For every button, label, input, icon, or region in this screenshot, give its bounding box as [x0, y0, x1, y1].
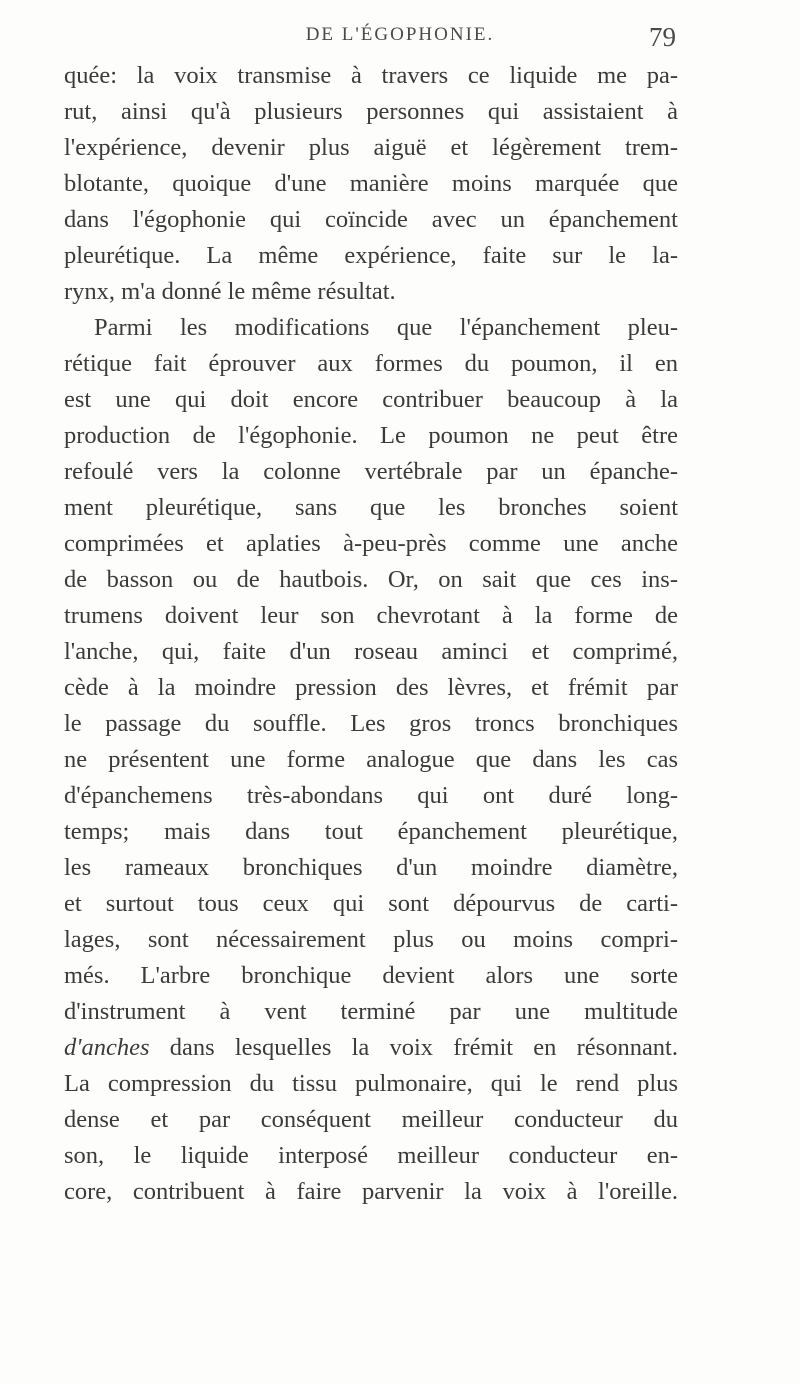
running-header: [0, 22, 800, 52]
text-line: quée: la voix transmise à travers ce liquide me pa-: [64, 62, 678, 89]
text-line: comprimées et aplaties à-peu-près comme une anche: [64, 530, 678, 557]
text-run: dans lesquelles la voix frémit en résonnant.: [149, 1034, 678, 1061]
text-line: le passage du souffle. Les gros troncs bronchiques: [64, 710, 678, 737]
text-line: l'anche, qui, faite d'un roseau aminci et comprimé,: [64, 638, 678, 665]
text-line: son, le liquide interposé meilleur conducteur en-: [64, 1142, 678, 1169]
text-line: rut, ainsi qu'à plusieurs personnes qui assistaient à: [64, 98, 678, 125]
page-number: 79: [649, 22, 676, 52]
text-line: dense et par conséquent meilleur conducteur du: [64, 1106, 678, 1133]
text-line: les rameaux bronchiques d'un moindre diamètre,: [64, 854, 678, 881]
text-line: refoulé vers la colonne vertébrale par un épanche-: [64, 458, 678, 485]
text-line: dans l'égophonie qui coïncide avec un épanchement: [64, 206, 678, 233]
text-line: d'épanchemens très-abondans qui ont duré long-: [64, 782, 678, 809]
text-line: trumens doivent leur son chevrotant à la forme de: [64, 602, 678, 629]
running-title: DE L'ÉGOPHONIE.: [305, 24, 495, 45]
text-line: més. L'arbre bronchique devient alors une sorte: [64, 962, 678, 989]
text-line: d'instrument à vent terminé par une multitude: [64, 998, 678, 1025]
text-line: core, contribuent à faire parvenir la voix à l'oreille.: [64, 1178, 678, 1205]
text-line: cède à la moindre pression des lèvres, et frémit par: [64, 674, 678, 701]
text-line: ment pleurétique, sans que les bronches soient: [64, 494, 678, 521]
paragraph-start-line: Parmi les modifications que l'épanchement pleu-: [94, 314, 678, 341]
text-line: rétique fait éprouver aux formes du poumon, il en: [64, 350, 678, 377]
text-line: La compression du tissu pulmonaire, qui le rend plus: [64, 1070, 678, 1097]
text-line: temps; mais dans tout épanchement pleurétique,: [64, 818, 678, 845]
text-line-with-italic: [64, 1030, 678, 1066]
paragraph-end-line: rynx, m'a donné le même résultat.: [64, 278, 396, 305]
text-line: l'expérience, devenir plus aiguë et légèrement trem-: [64, 134, 678, 161]
text-line: lages, sont nécessairement plus ou moins compri-: [64, 926, 678, 953]
text-line: production de l'égophonie. Le poumon ne peut être: [64, 422, 678, 449]
body-text: [64, 58, 678, 1210]
text-line: pleurétique. La même expérience, faite sur le la-: [64, 242, 678, 269]
text-line: de basson ou de hautbois. Or, on sait que ces ins-: [64, 566, 678, 593]
text-line: est une qui doit encore contribuer beaucoup à la: [64, 386, 678, 413]
text-line: ne présentent une forme analogue que dans les cas: [64, 746, 678, 773]
text-line: blotante, quoique d'une manière moins marquée que: [64, 170, 678, 197]
italic-term: d'anches: [64, 1034, 150, 1061]
text-line: et surtout tous ceux qui sont dépourvus de carti-: [64, 890, 678, 917]
